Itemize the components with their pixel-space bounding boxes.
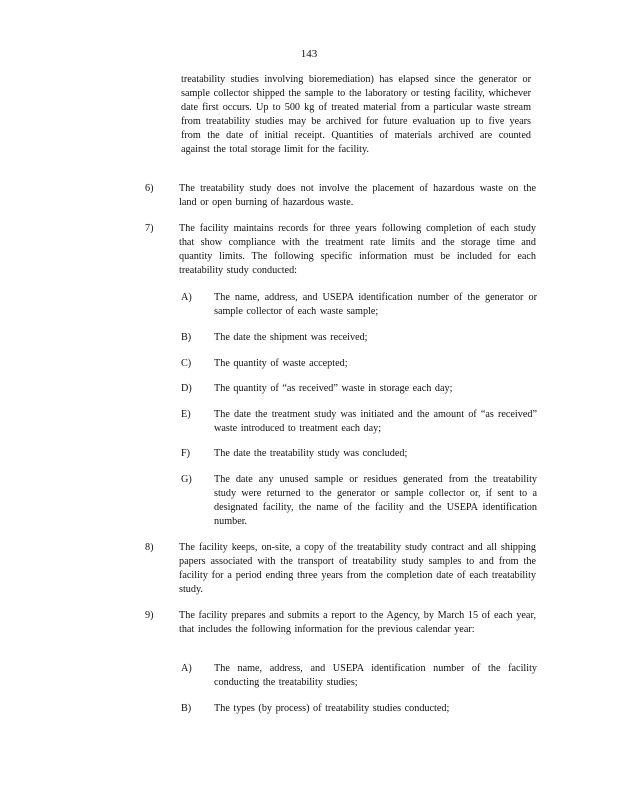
- item-text: The quantity of “as received” waste in storage each day;: [214, 383, 453, 394]
- item-label: E): [181, 409, 191, 420]
- item-label: A): [181, 292, 192, 303]
- continued-paragraph: treatability studies involving bioremediation) has elapsed since the generator or sample collector shipped the sample to the laboratory or testing facility, whichever date first occurs. Up to 500 kg of treated material from a particular waste stream from treatability studies may be archived for future evaluation up to five years from the date of initial receipt. Quantities of materials archived are counted against the total storage limit for the facility.: [181, 74, 531, 155]
- item-label: F): [181, 448, 191, 459]
- item-label: B): [181, 703, 192, 714]
- item-label: G): [181, 474, 192, 485]
- item-label: 8): [145, 542, 154, 553]
- item-text: The facility maintains records for three years following completion of each study that show compliance with the treatment rate limits and the storage time and quantity limits. The following specific information must be included for each treatability study conducted:: [179, 223, 536, 276]
- item-label: 9): [145, 610, 154, 621]
- item-label: C): [181, 358, 192, 369]
- item-text: The name, address, and USEPA identification number of the generator or sample collector of each waste sample;: [214, 292, 537, 317]
- item-text: The facility prepares and submits a report to the Agency, by March 15 of each year, that includes the following information for the previous calendar year:: [179, 610, 536, 635]
- item-label: B): [181, 332, 192, 343]
- item-text: The quantity of waste accepted;: [214, 358, 348, 369]
- item-label: D): [181, 383, 192, 394]
- page-number: 143: [300, 48, 318, 60]
- item-text: The date the treatment study was initiated and the amount of “as received” waste introduced to treatment each day;: [214, 409, 537, 434]
- item-label: A): [181, 663, 192, 674]
- item-text: The date the treatability study was concluded;: [214, 448, 408, 459]
- item-label: 7): [145, 223, 154, 234]
- item-text: The date any unused sample or residues generated from the treatability study were returned to the generator or sample collector or, if sent to a designated facility, the name of the facility and the USEPA identification number.: [214, 474, 537, 527]
- item-text: The facility keeps, on-site, a copy of the treatability study contract and all shipping papers associated with the transport of treatability study samples to and from the facility for a period ending three years from the completion date of each treatability study.: [179, 542, 536, 595]
- item-label: 6): [145, 183, 154, 194]
- item-text: The name, address, and USEPA identification number of the facility conducting the treatability studies;: [214, 663, 537, 688]
- item-text: The treatability study does not involve the placement of hazardous waste on the land or open burning of hazardous waste.: [179, 183, 536, 208]
- item-text: The date the shipment was received;: [214, 332, 368, 343]
- item-text: The types (by process) of treatability studies conducted;: [214, 703, 450, 714]
